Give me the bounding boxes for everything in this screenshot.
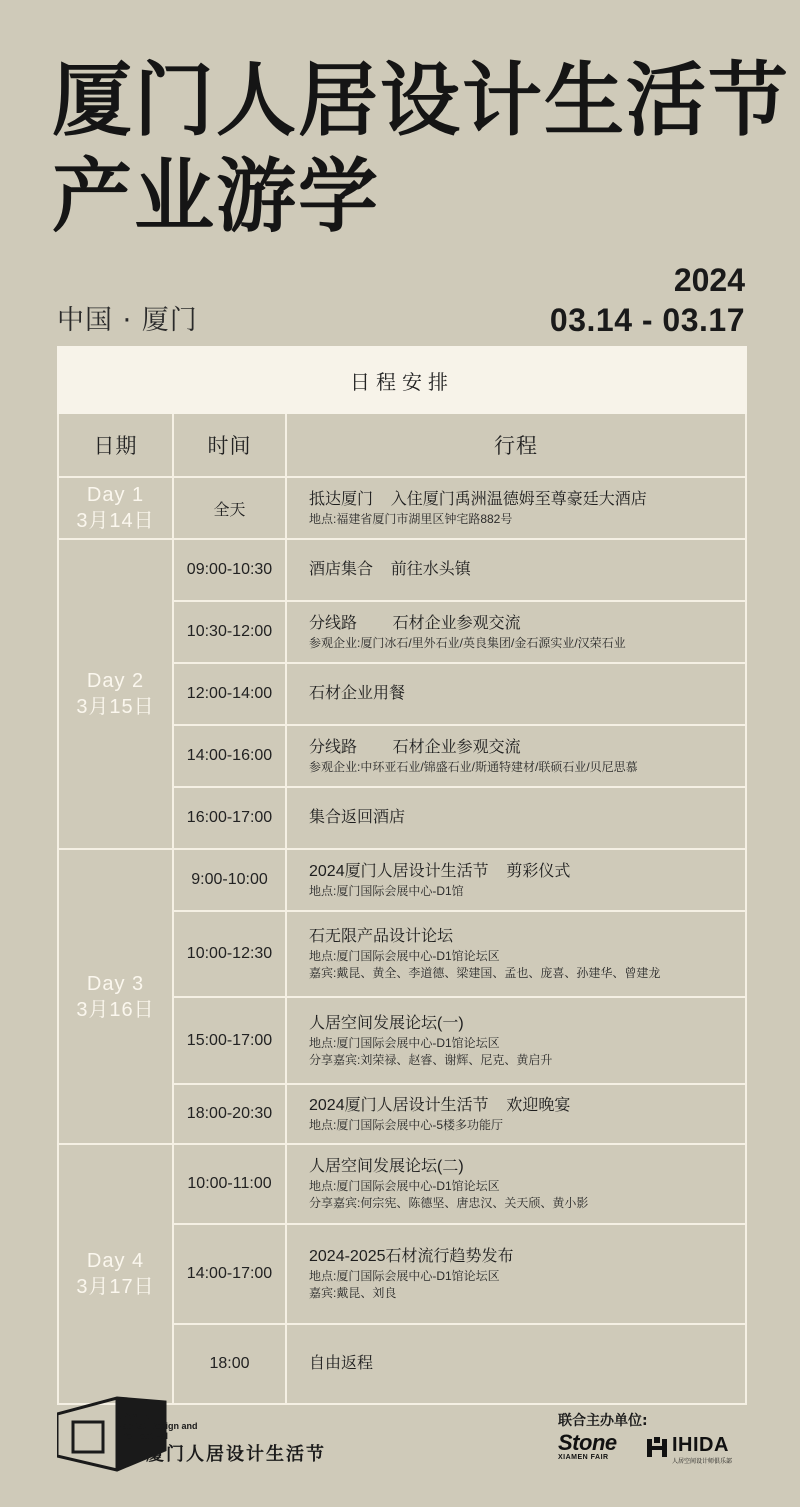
itinerary-cell: [286, 601, 746, 663]
day-date: 3月15日: [76, 696, 155, 718]
itinerary-cell: [286, 539, 746, 601]
time-cell: 10:00-11:00: [173, 1144, 286, 1224]
itinerary-cell: [286, 1144, 746, 1224]
itinerary-cell: [286, 997, 746, 1084]
location-text: 中国 · 厦门: [57, 305, 198, 336]
organizer-label: 联合主办单位:: [558, 1413, 648, 1429]
itinerary-title: 2024-2025石材流行趋势发布: [309, 1248, 514, 1265]
event-year: 2024: [673, 262, 745, 298]
schedule-banner: 日程安排: [58, 347, 746, 413]
itinerary-detail: 参观企业:中环亚石业/锦盛石业/斯通特建材/联硕石业/贝尼思慕: [309, 759, 638, 774]
itinerary-title: 酒店集合 前往水头镇: [309, 561, 471, 578]
ihida-mark-icon: [646, 1436, 668, 1458]
itinerary-cell: [286, 725, 746, 787]
itinerary-cell: [286, 477, 746, 539]
stone-logo-text: Stone: [558, 1430, 617, 1455]
itinerary-detail: 参观企业:厦门冰石/里外石业/英良集团/金石源实业/汉荣石业: [309, 635, 626, 650]
day-label: Day 1: [86, 484, 145, 506]
day-label: Day 2: [86, 670, 145, 692]
festival-logo-english: [116, 1411, 226, 1441]
title-line-2: 产业游学: [52, 149, 380, 243]
itinerary-title: 自由返程: [309, 1355, 374, 1372]
time-cell: 15:00-17:00: [173, 997, 286, 1084]
itinerary-detail: 地点:厦门国际会展中心-D1馆论坛区: [309, 1269, 500, 1283]
logo-en-line: Life Festival: [116, 1431, 169, 1441]
ihida-logo-subtext: 人居空间设计师俱乐部: [672, 1458, 733, 1465]
event-dates: 03.14 - 03.17: [549, 302, 745, 338]
time-cell: 9:00-10:00: [173, 849, 286, 911]
itinerary-title: 分线路 石材企业参观交流: [309, 614, 521, 632]
itinerary-detail: 分享嘉宾:何宗宪、陈德坚、唐忠汉、关天颀、黄小影: [309, 1196, 589, 1210]
time-cell: 09:00-10:30: [173, 539, 286, 601]
table-row: [58, 1144, 746, 1224]
itinerary-cell: [286, 663, 746, 725]
itinerary-title: 石材企业用餐: [309, 685, 406, 702]
time-cell: 18:00: [173, 1324, 286, 1404]
time-cell: 10:00-12:30: [173, 911, 286, 997]
logo-en-line: XIAMEN: [116, 1411, 152, 1421]
time-cell: 16:00-17:00: [173, 787, 286, 849]
itinerary-detail: 分享嘉宾:刘荣禄、赵睿、谢辉、尼克、黄启升: [309, 1052, 553, 1067]
day-date: 3月14日: [76, 510, 155, 532]
itinerary-cell: [286, 849, 746, 911]
time-cell: 18:00-20:30: [173, 1084, 286, 1144]
logo-en-line: Habitat Design and: [116, 1421, 198, 1431]
ihida-logo-text: IHIDA: [672, 1434, 729, 1456]
itinerary-title: 2024厦门人居设计生活节 欢迎晚宴: [309, 1096, 571, 1114]
itinerary-cell: [286, 1224, 746, 1324]
stone-logo: [558, 1432, 628, 1461]
day-date: 3月17日: [76, 1276, 155, 1298]
itinerary-title: 集合返回酒店: [309, 809, 406, 826]
table-row: [58, 477, 746, 539]
day-label: Day 4: [86, 1250, 145, 1272]
schedule-table: [57, 346, 747, 1405]
day-cell: [58, 477, 173, 539]
column-header-itinerary: 行程: [286, 413, 746, 477]
time-cell: 10:30-12:00: [173, 601, 286, 663]
itinerary-title: 抵达厦门 入住厦门禹洲温德姆至尊豪廷大酒店: [309, 490, 647, 508]
stone-logo-subtext: XIAMEN FAIR: [558, 1454, 609, 1461]
itinerary-detail: 地点:厦门国际会展中心-D1馆: [309, 883, 464, 898]
table-row: [58, 849, 746, 911]
title-line-1: 厦门人居设计生活节: [52, 53, 790, 147]
day-cell: [58, 849, 173, 1144]
itinerary-title: 分线路 石材企业参观交流: [309, 738, 521, 756]
itinerary-detail: 地点:厦门国际会展中心-D1馆论坛区: [309, 1179, 500, 1193]
itinerary-title: 2024厦门人居设计生活节 剪彩仪式: [309, 862, 571, 880]
time-cell: 全天: [173, 477, 286, 539]
day-cell: [58, 1144, 173, 1404]
itinerary-detail: 嘉宾:戴昆、刘良: [309, 1286, 397, 1300]
day-date: 3月16日: [76, 998, 155, 1021]
itinerary-cell: [286, 1084, 746, 1144]
table-row: [58, 539, 746, 601]
time-cell: 14:00-17:00: [173, 1224, 286, 1324]
itinerary-title: 石无限产品设计论坛: [309, 928, 454, 945]
day-cell: [58, 539, 173, 849]
column-header-time: 时间: [173, 413, 286, 477]
itinerary-title: 人居空间发展论坛(一): [309, 1014, 464, 1032]
column-header-date: 日期: [58, 413, 173, 477]
day-label: Day 3: [86, 972, 145, 995]
itinerary-title: 人居空间发展论坛(二): [309, 1158, 464, 1175]
itinerary-detail: 嘉宾:戴昆、黄全、李道德、梁建国、孟也、庞喜、孙建华、曾建龙: [309, 966, 661, 980]
festival-logo-chinese: 厦门人居设计生活节: [146, 1444, 326, 1465]
itinerary-cell: [286, 911, 746, 997]
time-cell: 12:00-14:00: [173, 663, 286, 725]
itinerary-detail: 地点:厦门国际会展中心-5楼多功能厅: [309, 1117, 504, 1132]
itinerary-detail: 地点:福建省厦门市湖里区钟宅路882号: [309, 511, 513, 526]
itinerary-detail: 地点:厦门国际会展中心-D1馆论坛区: [309, 1035, 500, 1050]
itinerary-cell: [286, 787, 746, 849]
itinerary-detail: 地点:厦门国际会展中心-D1馆论坛区: [309, 949, 500, 963]
page-title: [52, 52, 790, 244]
time-cell: 14:00-16:00: [173, 725, 286, 787]
